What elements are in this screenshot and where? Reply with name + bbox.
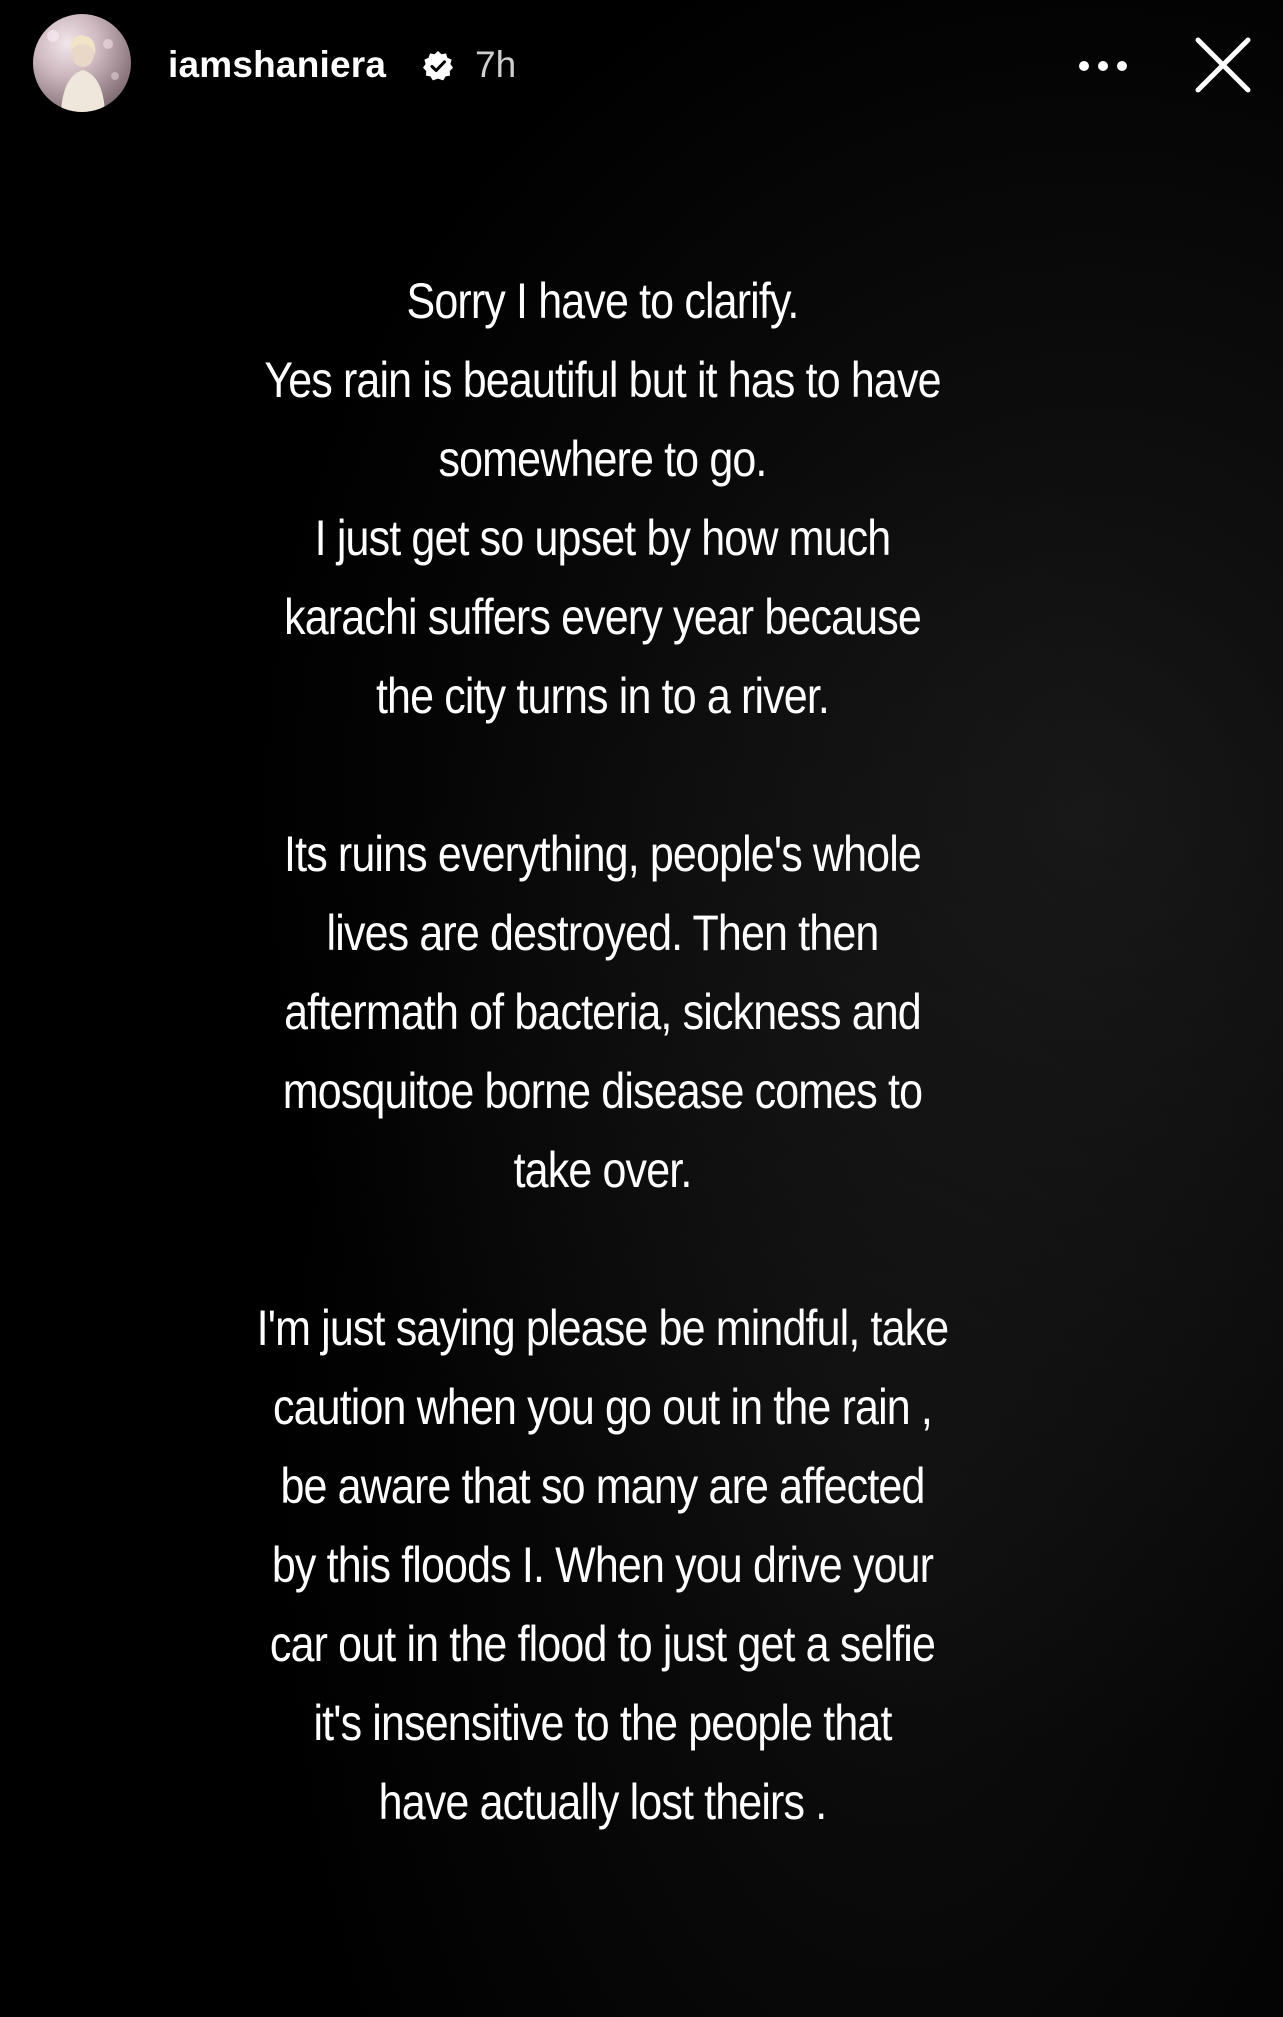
story-line: Sorry I have to clarify.: [406, 273, 799, 329]
paragraph-gap: [196, 736, 1009, 815]
story-line: mosquitoe borne disease comes to: [282, 1063, 923, 1119]
story-line: aftermath of bacteria, sickness and: [284, 984, 921, 1040]
more-horizontal-icon[interactable]: [1074, 46, 1132, 86]
story-line: lives are destroyed. Then then: [326, 905, 879, 961]
story-line: car out in the flood to just get a selfie: [269, 1616, 936, 1672]
story-line: the city turns in to a river.: [375, 668, 830, 724]
story-line: be aware that so many are affected: [280, 1458, 925, 1514]
verified-badge-icon: [422, 50, 454, 82]
story-line: take over.: [513, 1142, 692, 1198]
story-text: [196, 262, 1009, 1842]
story-line: by this floods I. When you drive your: [271, 1537, 934, 1593]
story-line: I just get so upset by how much: [314, 510, 891, 566]
username[interactable]: iamshaniera: [168, 44, 387, 85]
story-line: somewhere to go.: [438, 431, 767, 487]
story-line: Its ruins everything, people's whole: [284, 826, 921, 882]
story-line: I'm just saying please be mindful, take: [256, 1300, 949, 1356]
story-line: karachi suffers every year because: [284, 589, 921, 645]
avatar[interactable]: [33, 14, 131, 112]
paragraph-gap: [196, 1210, 1009, 1289]
story-header: [0, 0, 1283, 130]
close-icon[interactable]: [1190, 32, 1256, 98]
story-line: have actually lost theirs .: [378, 1774, 827, 1830]
story-timestamp: 7h: [475, 44, 517, 85]
story-line: it's insensitive to the people that: [313, 1695, 892, 1751]
story-line: Yes rain is beautiful but it has to have: [264, 352, 941, 408]
avatar-image: [33, 14, 131, 112]
story-line: caution when you go out in the rain ,: [272, 1379, 933, 1435]
